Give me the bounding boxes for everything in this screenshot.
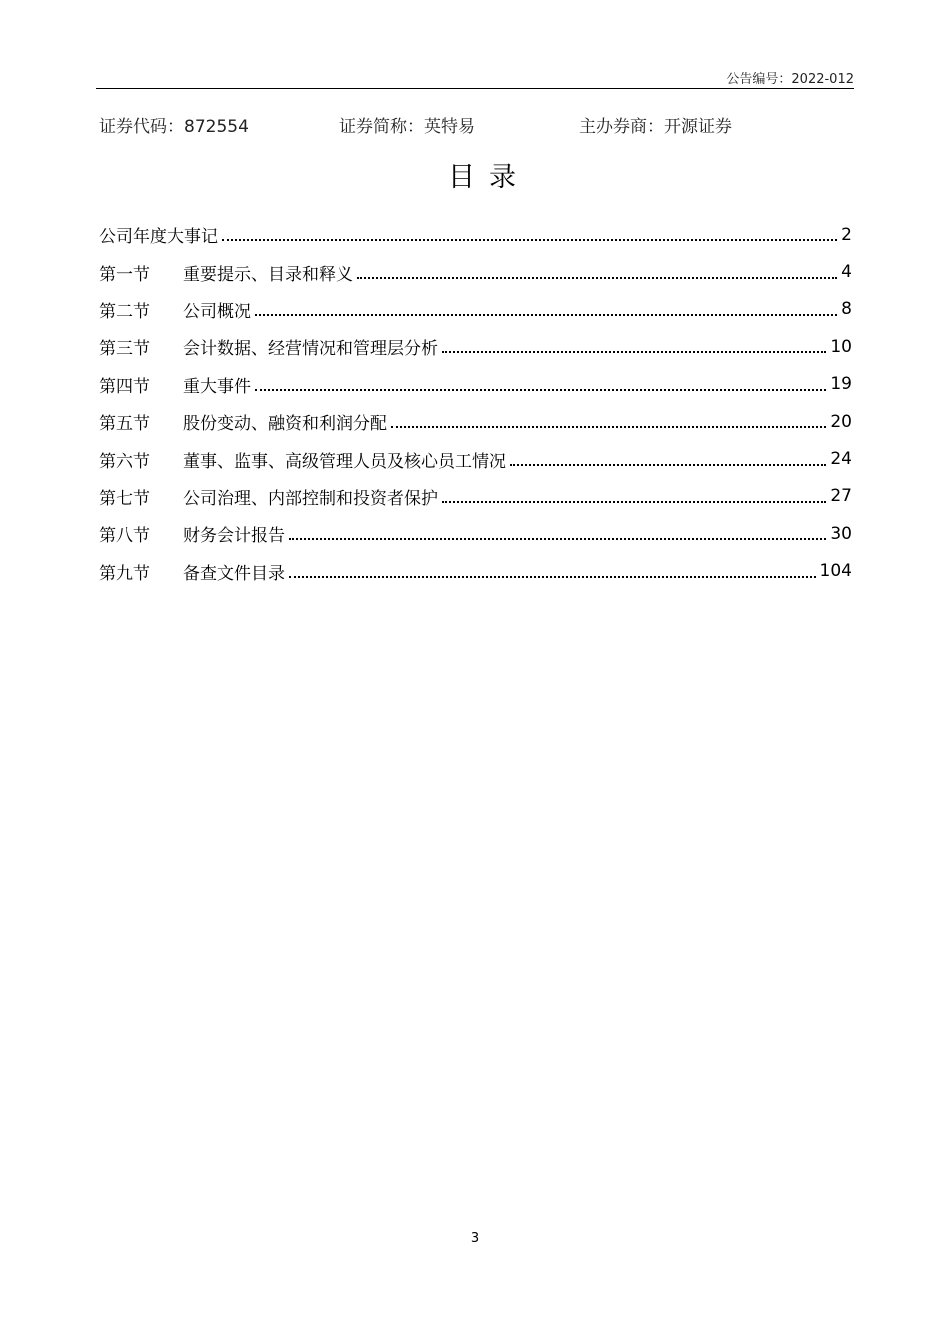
dot-leader: [255, 388, 826, 391]
toc-entry[interactable]: [99, 291, 852, 328]
toc-entry-title: 公司治理、内部控制和投资者保护: [183, 488, 438, 509]
header-divider: [96, 88, 854, 89]
toc-entry-number: 第三节: [99, 339, 150, 360]
announcement-number: 公告编号：2022-012: [726, 72, 854, 87]
toc-entry-page: 2: [841, 224, 852, 245]
toc-entry[interactable]: [99, 478, 852, 515]
securities-info: [99, 112, 799, 136]
toc-entry-page: 10: [830, 336, 852, 357]
dot-leader: [255, 313, 837, 316]
toc-entry-number: 第一节: [99, 264, 150, 285]
dot-leader: [222, 238, 837, 241]
toc-entry-title: 股份变动、融资和利润分配: [183, 414, 387, 435]
toc-entry[interactable]: [99, 515, 852, 552]
toc-entry-number: 第五节: [99, 414, 150, 435]
toc-entry-number: 第四节: [99, 376, 150, 397]
dot-leader: [289, 537, 826, 540]
toc-entry[interactable]: [99, 328, 852, 365]
toc-entry-page: 19: [830, 374, 852, 395]
toc-entry-number: 第二节: [99, 301, 150, 322]
dot-leader: [510, 463, 826, 466]
toc-entry-page: 24: [830, 449, 852, 470]
toc-entry-page: 30: [830, 523, 852, 544]
dot-leader: [442, 350, 826, 353]
toc-entry-page: 27: [830, 486, 852, 507]
toc-entry[interactable]: [99, 253, 852, 290]
toc-entry[interactable]: [99, 403, 852, 440]
toc-entry-page: 20: [830, 411, 852, 432]
dot-leader: [442, 500, 826, 503]
toc-entry-title: 公司概况: [183, 301, 251, 322]
toc-entry[interactable]: [99, 366, 852, 403]
toc-entry-title: 董事、监事、高级管理人员及核心员工情况: [183, 451, 506, 472]
toc-heading: 目录: [448, 162, 530, 193]
toc-entry-title: 备查文件目录: [183, 563, 285, 584]
dot-leader: [357, 276, 837, 279]
toc-entry-page: 104: [819, 561, 852, 582]
page-number: 3: [470, 1231, 480, 1246]
sponsor-broker: 主办券商：开源证券: [579, 117, 732, 137]
security-code: 证券代码：872554: [99, 117, 249, 137]
table-of-contents: [99, 216, 852, 590]
toc-entry-title: 重大事件: [183, 376, 251, 397]
toc-entry-title: 财务会计报告: [183, 526, 285, 547]
toc-entry-title: 公司年度大事记: [99, 227, 218, 248]
toc-entry[interactable]: [99, 440, 852, 477]
toc-entry[interactable]: [99, 216, 852, 253]
toc-entry[interactable]: [99, 553, 852, 590]
toc-entry-page: 4: [841, 262, 852, 283]
toc-entry-number: 第八节: [99, 526, 150, 547]
toc-entry-title: 会计数据、经营情况和管理层分析: [183, 339, 438, 360]
dot-leader: [391, 425, 826, 428]
security-short-name: 证券简称：英特易: [339, 117, 475, 137]
toc-entry-title: 重要提示、目录和释义: [183, 264, 353, 285]
toc-entry-page: 8: [841, 299, 852, 320]
toc-entry-number: 第七节: [99, 488, 150, 509]
dot-leader: [289, 575, 816, 578]
toc-entry-number: 第六节: [99, 451, 150, 472]
toc-entry-number: 第九节: [99, 563, 150, 584]
